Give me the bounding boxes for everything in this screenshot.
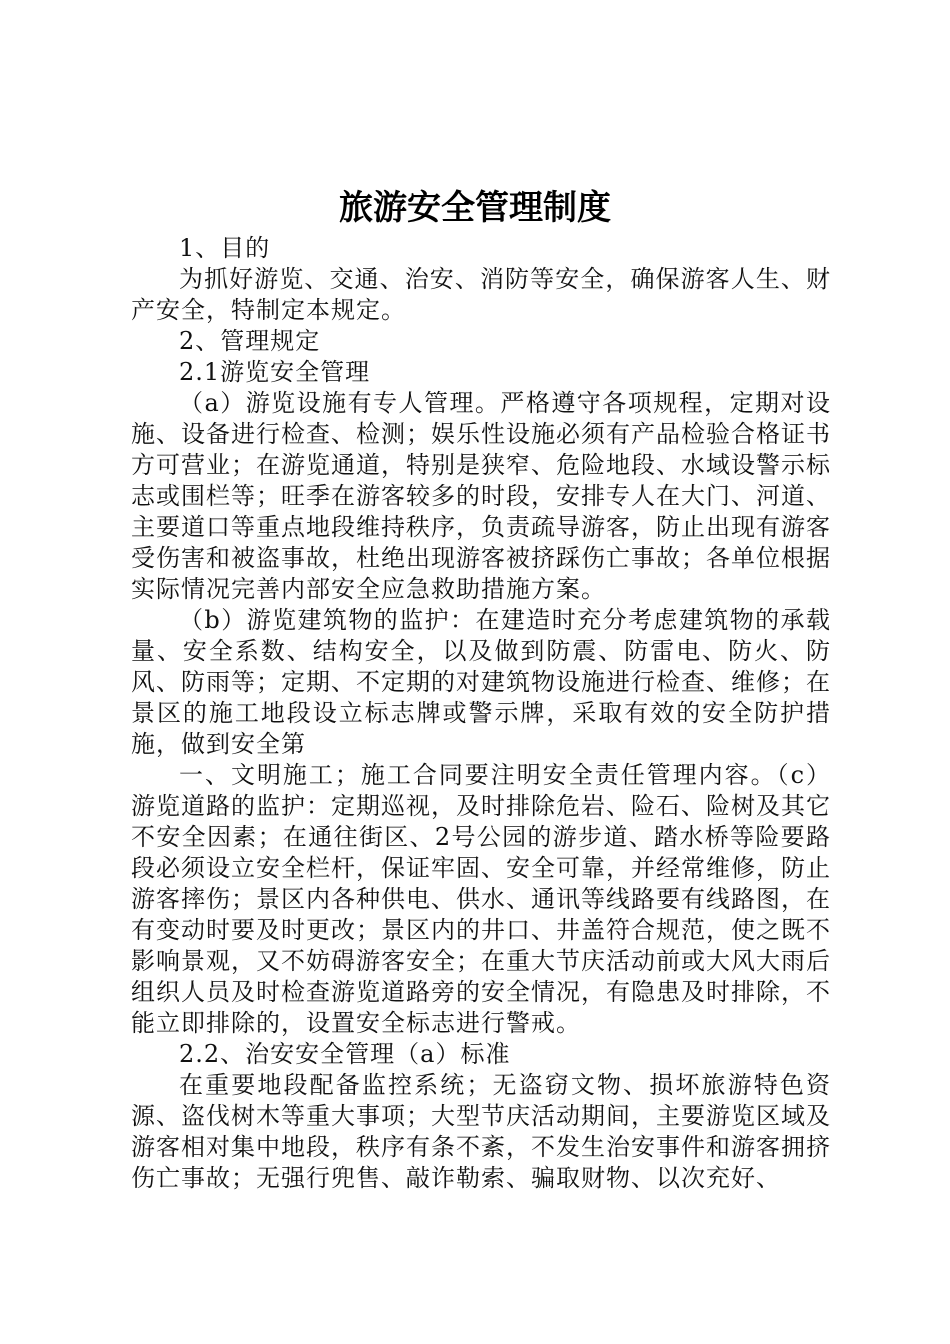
paragraph-facilities: （a）游览设施有专人管理。严格遵守各项规程，定期对设施、设备进行检查、检测；娱乐性设施必须有产品检验合格证书方可营业；在游览通道，特别是狭窄、危险地段、水域设警示标志或围栏等；旺季在游客较多的时段，安排专人在大门、河道、主要道口等重点地段维持秩序，负责疏导游客，防止出现有游客受伤害和被盗事故，杜绝出现游客被挤踩伤亡事故；各单位根据实际情况完善内部安全应急救助措施方案。	[131, 389, 831, 603]
section-heading-purpose: 1、目的	[179, 234, 271, 262]
document-title: 旅游安全管理制度	[339, 188, 611, 228]
document-body	[131, 233, 831, 1194]
paragraph-buildings: （b）游览建筑物的监护：在建造时充分考虑建筑物的承载量、安全系数、结构安全，以及做到防震、防雷电、防火、防风、防雨等；定期、不定期的对建筑物设施进行检查、维修；在景区的施工地段设立标志牌或警示牌，采取有效的安全防护措施，做到安全第	[131, 606, 831, 758]
purpose-paragraph: 为抓好游览、交通、治安、消防等安全，确保游客人生、财产安全，特制定本规定。	[131, 265, 831, 324]
subsection-heading-tour-safety: 2.1游览安全管理	[179, 358, 371, 386]
subsection-heading-security: 2.2、治安安全管理（a）标准	[179, 1040, 511, 1068]
paragraph-security-standard: 在重要地段配备监控系统；无盗窃文物、损坏旅游特色资源、盗伐树木等重大事项；大型节庆活动期间，主要游览区域及游客相对集中地段，秩序有条不紊，不发生治安事件和游客拥挤伤亡事故；无强行兜售、敲诈勒索、骗取财物、以次充好、	[131, 1071, 831, 1192]
section-heading-regulations: 2、管理规定	[179, 327, 321, 355]
paragraph-roads: 一、文明施工；施工合同要注明安全责任管理内容。（c）游览道路的监护：定期巡视，及时排除危岩、险石、险树及其它不安全因素；在通往街区、2号公园的游步道、踏水桥等险要路段必须设立安全栏杆，保证牢固、安全可靠，并经常维修，防止游客摔伤；景区内各种供电、供水、通讯等线路要有线路图，在有变动时要及时更改；景区内的井口、井盖符合规范，使之既不影响景观，又不妨碍游客安全；在重大节庆活动前或大风大雨后组织人员及时检查游览道路旁的安全情况，有隐患及时排除，不能立即排除的，设置安全标志进行警戒。	[131, 761, 831, 1037]
